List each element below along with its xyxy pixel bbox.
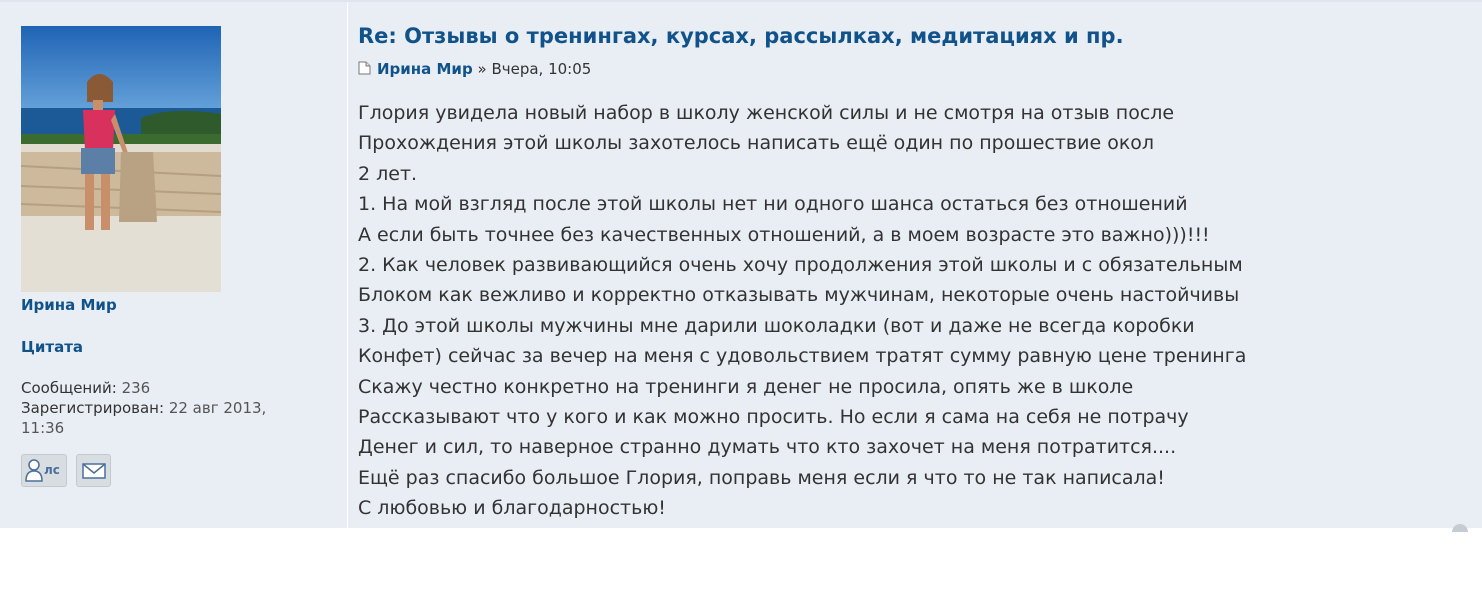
pm-button-label: лс [44, 463, 60, 477]
post-line: Ещё раз спасибо большое Глория, поправь меня если я что то не так написала! [358, 466, 1165, 489]
post-line: Конфет) сейчас за вечер на меня с удовольствием тратят сумму равную цене тренинга [358, 345, 1247, 368]
post-line: Блоком как вежливо и корректно отказывать мужчинам, некоторые очень настойчивы [358, 284, 1240, 307]
post-line: Скажу честно конкретно на тренинги я денег не просила, опять же в школе [358, 375, 1134, 398]
pm-button[interactable] [21, 454, 67, 487]
profile-stats [21, 378, 266, 438]
envelope-icon [77, 455, 110, 486]
posts-count-row [21, 378, 266, 398]
meta-separator: » [477, 60, 487, 78]
post-line: С любовью и благодарностью! [358, 497, 666, 520]
posts-count-value: 236 [121, 379, 151, 397]
post-line: Прохождения этой школы захотелось написать ещё один по прошествие окол [358, 132, 1155, 155]
registered-date: 22 авг 2013, [168, 399, 267, 417]
post-icon[interactable] [358, 61, 371, 75]
posts-count-label: Сообщений: [21, 379, 117, 397]
post-line: А если быть точнее без качественных отношений, а в моем возрасте это важно)))!!! [358, 223, 1210, 246]
post-line: 2. Как человек развивающийся очень хочу продолжения этой школы и с обязательным [358, 254, 1243, 277]
post-line: Глория увидела новый набор в школу женской силы и не смотря на отзыв после [358, 102, 1175, 124]
post-line: 3. До этой школы мужчины мне дарили шоколадки (вот и даже не всегда коробки [358, 314, 1195, 337]
post-line: 2 лет. [358, 162, 418, 185]
registered-time: 11:36 [21, 419, 65, 437]
profile-rank: Цитата [21, 338, 84, 356]
post-line: 1. На мой взгляд после этой школы нет ни одного шанса остаться без отношений [358, 193, 1188, 216]
avatar-photo [21, 26, 221, 292]
post-meta [358, 60, 591, 78]
profile-username[interactable]: Ирина Мир [21, 296, 117, 314]
scroll-up-icon[interactable] [1452, 524, 1468, 532]
post-line: Денег и сил, то наверное странно думать что кто захочет на меня потратится.... [358, 436, 1177, 459]
registered-label: Зарегистрирован: [21, 399, 165, 417]
post-content [358, 98, 1246, 524]
registered-row [21, 398, 266, 418]
post-author[interactable]: Ирина Мир [377, 60, 473, 78]
email-button[interactable] [76, 454, 111, 487]
post-title[interactable]: Re: Отзывы о тренингах, курсах, рассылках, медитациях и пр. [358, 24, 1124, 48]
avatar[interactable] [21, 26, 221, 292]
post-time: Вчера, 10:05 [491, 60, 592, 78]
post-profile [0, 2, 348, 530]
post-line: Рассказывают что у кого и как можно просить. Но если я сама на себя не потрачу [358, 406, 1189, 429]
